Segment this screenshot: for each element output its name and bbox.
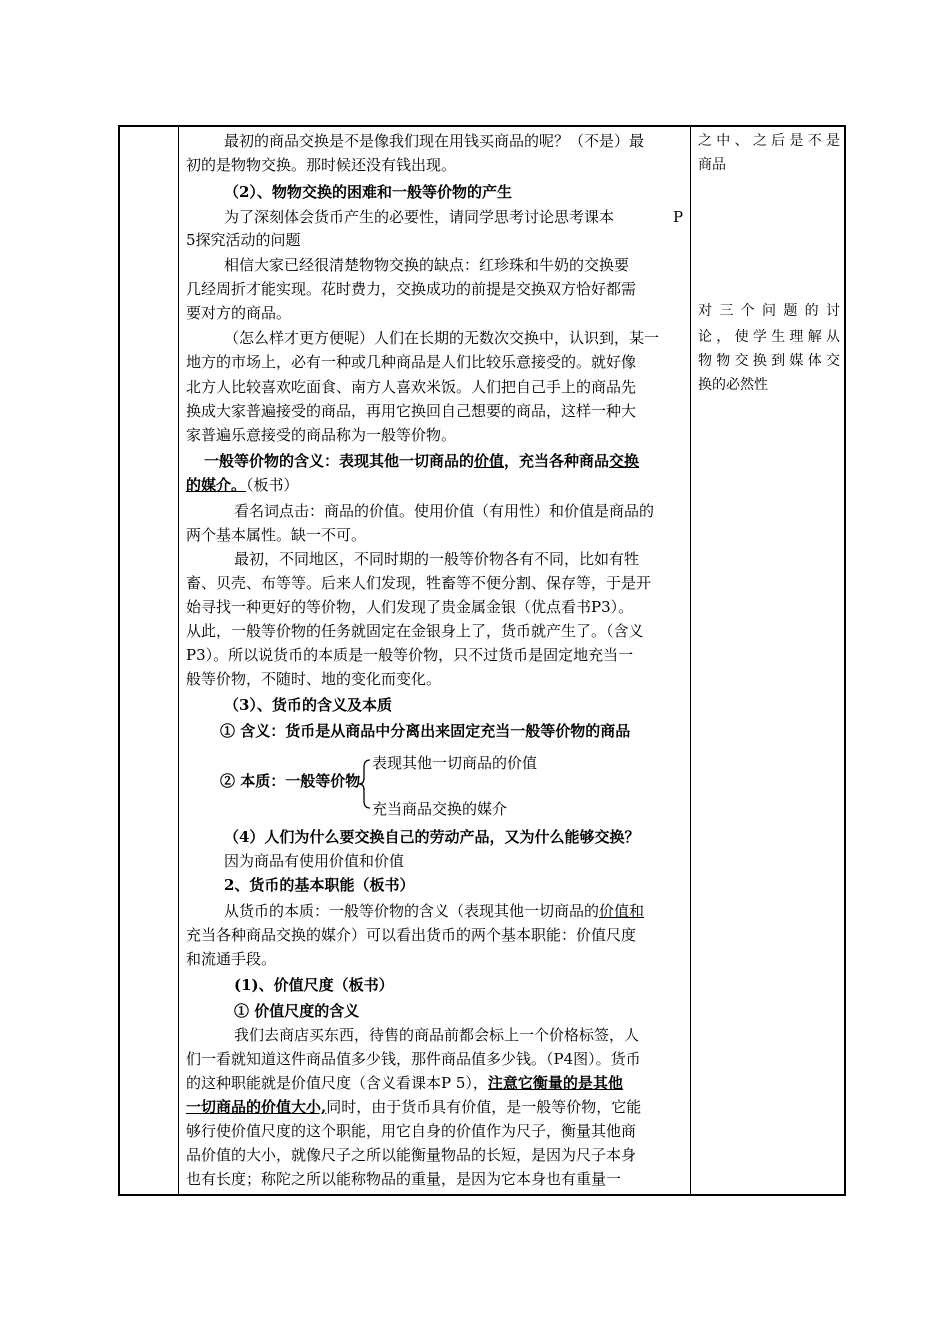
text-line: P3）。所以说货币的本质是一般等价物，只不过货币是固定地充当一 [186,646,634,664]
functions-underlined: 价值和 [599,902,645,920]
money-definition: ① 含义：货币是从商品中分离出来固定充当一般等价物的商品 [220,722,631,740]
text-line: 5探究活动的问题 [186,231,301,249]
text-line: 两个基本属性。缺一不可。 [186,526,367,544]
text-line [186,1073,623,1093]
text-line: 始寻找一种更好的等价物，人们发现了贵金属金银（优点看书P3）。 [186,598,634,616]
definition-line [204,451,639,471]
section-heading: ① 价值尺度的含义 [234,1002,360,1020]
text-line: 相信大家已经很清楚物物交换的缺点：红珍珠和牛奶的交换要 [224,256,630,274]
text-line: 看名词点击：商品的价值。使用价值（有用性）和价值是商品的 [234,502,655,520]
brace-icon [358,759,372,809]
section-heading: 2、货币的基本职能（板书） [224,876,415,894]
board-note: （板书） [246,476,299,494]
text-line: 够行使价值尺度的这个职能，用它自身的价值作为尺子，衡量其他商 [186,1122,637,1140]
functions-prefix: 从货币的本质：一般等价物的含义（表现其他一切商品的 [224,902,600,920]
text-line: 我们去商店买东西，待售的商品前都会标上一个价格标签，人 [234,1026,640,1044]
text-line: 要对方的商品。 [186,304,292,322]
note-line: 论，使学生理解从 [698,329,840,345]
essence-point: 充当商品交换的媒介 [372,800,508,818]
text-line: 也有长度；称陀之所以能称物品的重量，是因为它本身也有重量一 [186,1170,622,1188]
text-line: 们一看就知道这件商品值多少钱，那件商品值多少钱。（P4图）。货币 [186,1050,641,1068]
text-line: 初的是物物交换。那时候还没有钱出现。 [186,156,457,174]
section-heading: （2）、物物交换的困难和一般等价物的产生 [224,183,512,201]
section-heading: (1)、价值尺度（板书） [234,976,394,994]
column-divider-2 [690,127,691,1194]
note-line: 之中、之后是不是 [698,133,840,149]
column-divider-1 [178,127,179,1194]
text-line: 畜、贝壳、布等等。后来人们发现，牲畜等不便分割、保存等，于是开 [186,574,652,592]
essence-point: 表现其他一切商品的价值 [372,754,538,772]
text-line: 几经周折才能实现。花时费力，交换成功的前提是交换双方恰好都需 [186,280,637,298]
text-line: 因为商品有使用价值和价值 [224,852,405,870]
measure-text: 同时，由于货币具有价值，是一般等价物，它能 [326,1098,642,1116]
text-line: 北方人比较喜欢吃面食、南方人喜欢米饭。人们把自己手上的商品先 [186,378,637,396]
definition-exchange-word: 交换 [609,452,640,470]
text-line: 家普遍乐意接受的商品称为一般等价物。 [186,426,457,444]
text-line: 从此，一般等价物的任务就固定在金银身上了，货币就产生了。（含义 [186,622,644,640]
text-line: 地方的市场上，必有一种或几种商品是人们比较乐意接受的。就好像 [186,353,637,371]
measure-emphasis: 注意它衡量的是其他 [487,1074,623,1092]
definition-medium: 的媒介。 [186,476,247,494]
text-line: （怎么样才更方便呢）人们在长期的无数次交换中，认识到，某一 [224,329,660,347]
text-line [186,1097,641,1117]
text-line: P [673,208,684,226]
money-essence: ② 本质：一般等价物 [220,772,361,790]
note-line: 物物交换到媒体交 [698,353,840,369]
text-line: 换成大家普遍接受的商品，再用它换回自己想要的商品，这样一种大 [186,402,637,420]
measure-text: 的这种职能就是价值尺度（含义看课本P 5）， [186,1074,488,1092]
definition-line-2 [186,475,299,495]
section-heading: （4）人们为什么要交换自己的劳动产品，又为什么能够交换？ [224,828,640,846]
note-line: 换的必然性 [698,377,768,393]
text-line: 为了深刻体会货币产生的必要性，请同学思考讨论思考课本 [224,208,615,226]
definition-mid: ，充当各种商品 [504,452,610,470]
note-line: 对三个问题的讨 [698,303,840,319]
text-line [224,901,644,921]
text-line: 充当各种商品交换的媒介）可以看出货币的两个基本职能：价值尺度 [186,926,637,944]
text-line: 最初的商品交换是不是像我们现在用钱买商品的呢？（不是）最 [224,132,645,150]
definition-prefix: 一般等价物的含义：表现其他一切商品的 [204,452,475,470]
measure-emphasis: 一切商品的价值大小, [186,1098,327,1116]
text-line: 品价值的大小，就像尺子之所以能衡量物品的长短，是因为尺子本身 [186,1146,637,1164]
note-line: 商品 [698,157,726,173]
text-line: 和流通手段。 [186,950,277,968]
text-line: 最初，不同地区，不同时期的一般等价物各有不同，比如有牲 [234,550,640,568]
text-line: 般等价物，不随时、地的变化而变化。 [186,670,442,688]
lesson-table [118,125,846,1196]
definition-value-word: 价值 [474,452,505,470]
section-heading: （3）、货币的含义及本质 [224,696,392,714]
